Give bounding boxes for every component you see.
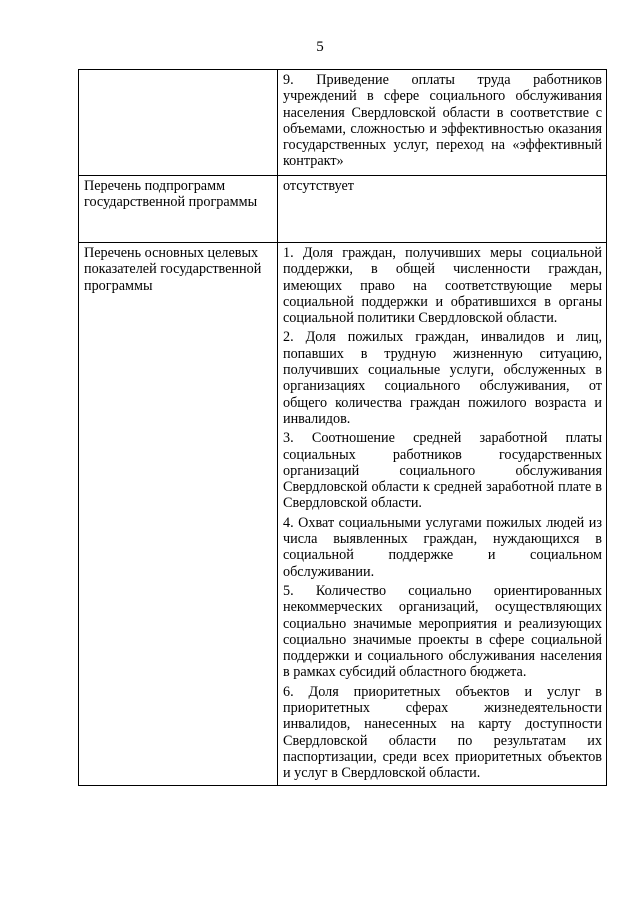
table-row-indicators <box>79 243 607 786</box>
indicator-item-2: 2. Доля пожилых граждан, инвалидов и лиц, попавших в трудную жизненную ситуацию, получивших социальные услуги, обслуженных в организациях социального обслуживания, от общего количества граждан пожилого возраста и инвалидов. <box>283 329 602 427</box>
program-passport-table <box>78 69 607 786</box>
row-label-goal <box>79 70 278 176</box>
row-label-indicators: Перечень основных целевых показателей государственной программы <box>79 243 278 786</box>
row-value-goal <box>278 70 607 176</box>
indicator-item-6: 6. Доля приоритетных объектов и услуг в приоритетных сферах жизнедеятельности инвалидов, нанесенных на карту доступности Свердловской области по результатам их паспортизации, среди всех приоритетных объектов и услуг в Свердловской области. <box>283 683 602 782</box>
goal-item-9: 9. Приведение оплаты труда работников учреждений в сфере социального обслуживания населения Свердловской области в соответствие с объемами, сложностью и эффективностью оказания государственных услуг, переход на «эффективный контракт» <box>283 72 602 170</box>
indicator-item-5: 5. Количество социально ориентированных некоммерческих организаций, осуществляющих социально значимые мероприятия и реализующих социально значимые проекты в сфере социальной поддержки и социального обслуживания населения в рамках субсидий областного бюджета. <box>283 582 602 681</box>
row-value-indicators <box>278 243 607 786</box>
row-value-subprograms: отсутствует <box>278 176 607 243</box>
row-label-subprograms: Перечень подпрограмм государственной программы <box>79 176 278 243</box>
table-row-subprograms <box>79 176 607 243</box>
table-row-goal <box>79 70 607 176</box>
indicator-item-4: 4. Охват социальными услугами пожилых людей из числа выявленных граждан, нуждающихся в социальной поддержке и социальном обслуживании. <box>283 514 602 580</box>
indicator-item-3: 3. Соотношение средней заработной платы социальных работников государственных организаций социального обслуживания Свердловской области к средней заработной плате в Свердловской области. <box>283 430 602 512</box>
page-number: 5 <box>316 39 324 55</box>
indicator-item-1: 1. Доля граждан, получивших меры социальной поддержки, в общей численности граждан, имеющих право на соответствующие меры социальной поддержки и обратившихся в органы социальной политики Свердловской области. <box>283 245 602 327</box>
